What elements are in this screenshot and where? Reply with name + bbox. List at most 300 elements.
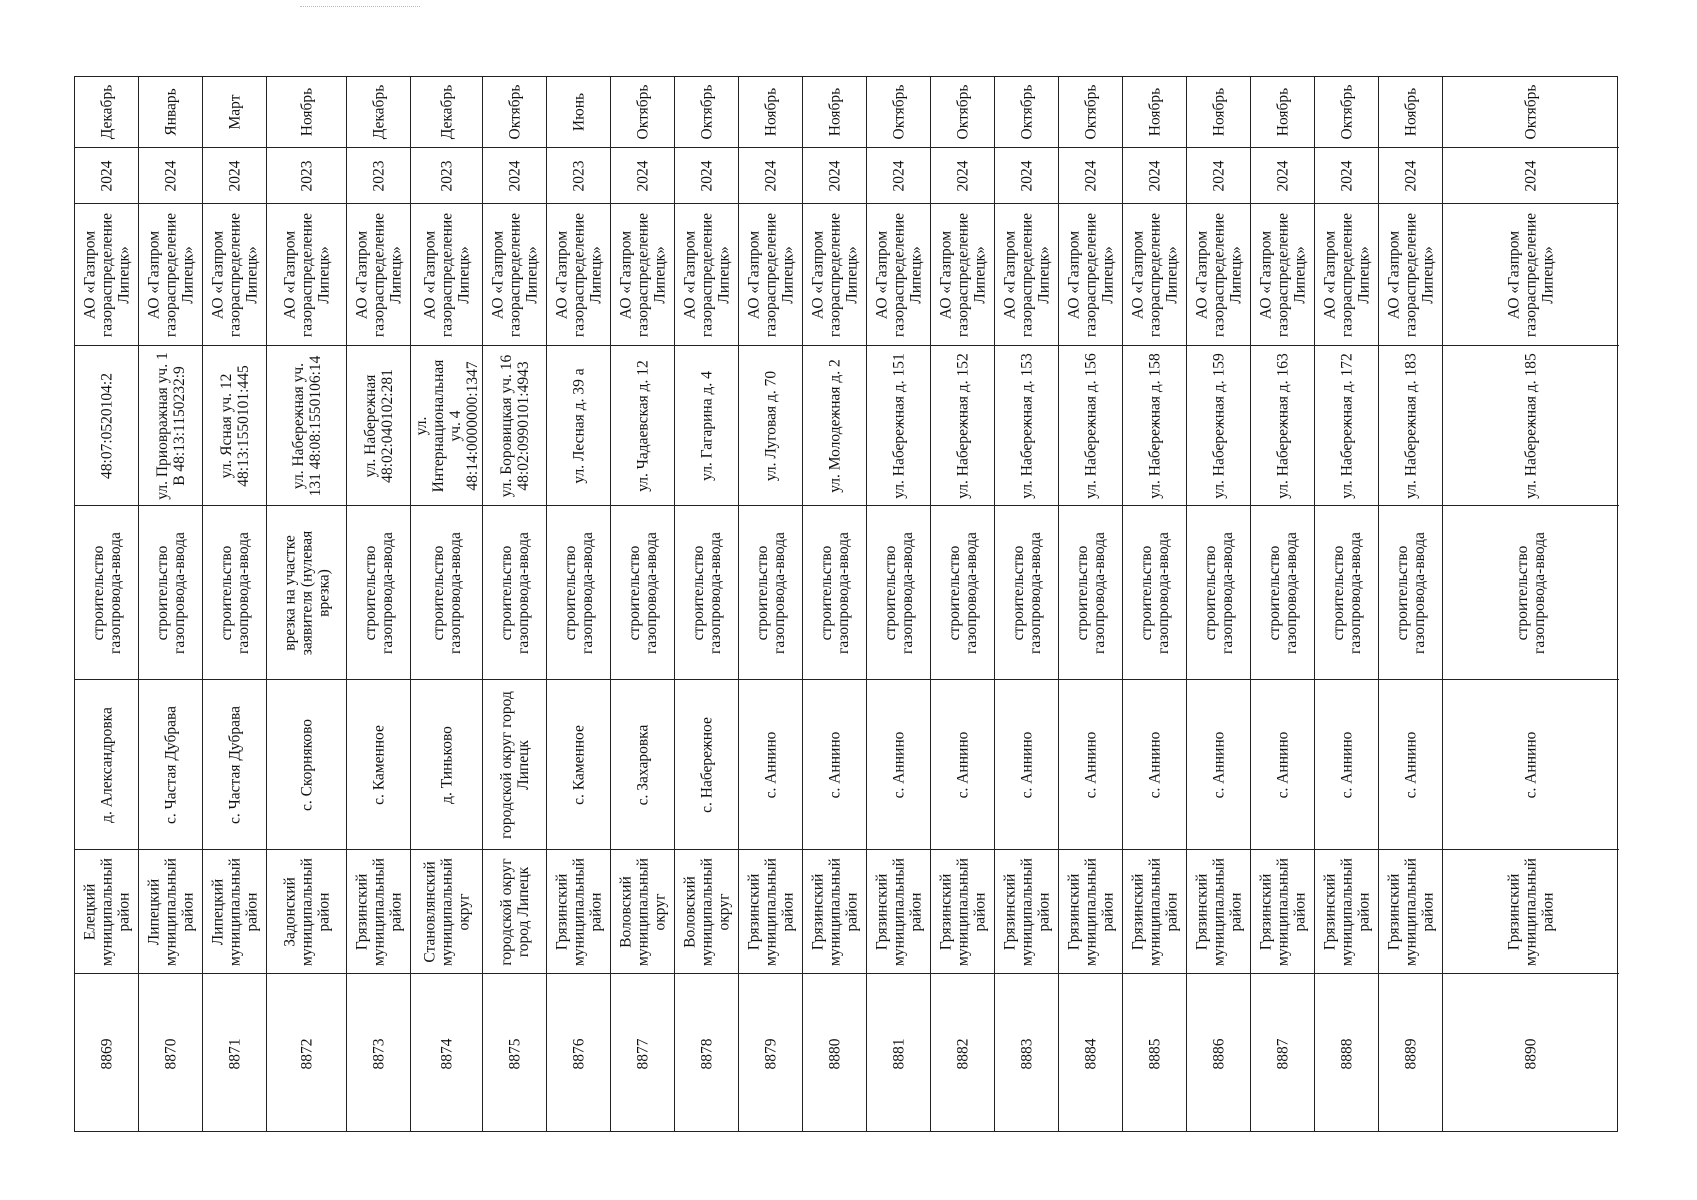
month-text: Декабрь — [438, 84, 455, 140]
org-text: АО «Газпром газораспределение Липецк» — [145, 212, 196, 337]
table-row — [1123, 77, 1187, 1131]
cell-month — [1059, 77, 1122, 147]
cell-num — [483, 973, 546, 1133]
locality-text: с. Аннино — [1146, 731, 1163, 798]
locality-text: с. Аннино — [1522, 731, 1540, 798]
cell-org — [203, 203, 266, 345]
org-text: АО «Газпром газораспределение Липецк» — [553, 212, 604, 337]
year-text: 2024 — [634, 160, 651, 191]
cell-address — [867, 345, 930, 505]
year-text: 2024 — [1082, 160, 1099, 191]
cell-num — [611, 973, 674, 1133]
table-row — [1315, 77, 1379, 1131]
district-text: Грязинский муниципальный район — [353, 857, 404, 966]
district-text: Грязинский муниципальный район — [1505, 857, 1557, 966]
cell-month — [867, 77, 930, 147]
cell-locality — [1251, 679, 1314, 849]
cell-org — [1123, 203, 1186, 345]
num-text: 8884 — [1082, 1038, 1099, 1069]
cell-year — [1251, 147, 1314, 203]
cell-num — [139, 973, 202, 1133]
org-text: АО «Газпром газораспределение Липецк» — [489, 212, 540, 337]
cell-work — [203, 505, 266, 679]
district-text: Грязинский муниципальный район — [1129, 857, 1180, 966]
cell-work — [547, 505, 610, 679]
month-text: Октябрь — [506, 84, 523, 140]
cell-address — [483, 345, 546, 505]
cell-work — [739, 505, 802, 679]
district-text: Грязинский муниципальный район — [1385, 857, 1436, 966]
cell-num — [803, 973, 866, 1133]
table-row — [931, 77, 995, 1131]
work-text: строительство газопровода-ввода — [153, 531, 188, 654]
cell-org — [1059, 203, 1122, 345]
district-text: Становлянский муниципальный округ — [421, 857, 472, 966]
cell-locality — [611, 679, 674, 849]
work-text: строительство газопровода-ввода — [625, 531, 660, 654]
district-text: Грязинский муниципальный район — [1257, 857, 1308, 966]
scan-artifact — [300, 6, 420, 9]
locality-text: д. Александровка — [98, 706, 115, 823]
cell-district — [203, 849, 266, 973]
num-text: 8874 — [438, 1038, 455, 1069]
cell-month — [411, 77, 482, 147]
num-text: 8871 — [226, 1038, 243, 1069]
table-row — [267, 77, 347, 1131]
address-text: 48:07:0520104:2 — [98, 372, 115, 479]
address-text: ул. Набережная д. 156 — [1082, 352, 1099, 499]
cell-work — [267, 505, 346, 679]
cell-year — [611, 147, 674, 203]
cell-year — [547, 147, 610, 203]
address-text: ул. Лесная д. 39 а — [570, 367, 587, 484]
cell-address — [739, 345, 802, 505]
cell-month — [1315, 77, 1378, 147]
cell-num — [547, 973, 610, 1133]
cell-num — [75, 973, 138, 1133]
address-text: ул. Гагарина д. 4 — [698, 370, 715, 481]
work-text: строительство газопровода-ввода — [217, 531, 252, 654]
cell-locality — [267, 679, 346, 849]
year-text: 2024 — [1522, 160, 1540, 191]
cell-year — [1443, 147, 1619, 203]
table-row — [547, 77, 611, 1131]
cell-month — [203, 77, 266, 147]
cell-org — [347, 203, 410, 345]
cell-work — [931, 505, 994, 679]
cell-locality — [1443, 679, 1619, 849]
locality-text: с. Аннино — [1082, 731, 1099, 798]
cell-work — [347, 505, 410, 679]
cell-num — [739, 973, 802, 1133]
table-row — [203, 77, 267, 1131]
work-text: строительство газопровода-ввода — [1201, 531, 1236, 654]
cell-year — [347, 147, 410, 203]
cell-address — [1443, 345, 1619, 505]
address-text: ул. Чадаевская д. 12 — [634, 359, 651, 492]
cell-locality — [203, 679, 266, 849]
locality-text: с. Аннино — [826, 731, 843, 798]
address-text: ул. Набережная д. 183 — [1402, 352, 1419, 499]
num-text: 8883 — [1018, 1038, 1035, 1069]
org-text: АО «Газпром газораспределение Липецк» — [1321, 212, 1372, 337]
org-text: АО «Газпром газораспределение Липецк» — [281, 212, 332, 337]
year-text: 2024 — [1402, 160, 1419, 191]
month-text: Декабрь — [98, 84, 115, 140]
address-text: ул. Боровицкая уч. 16 48:02:0990101:4943 — [497, 354, 532, 497]
locality-text: с. Каменное — [370, 724, 387, 805]
cell-num — [203, 973, 266, 1133]
table-row — [739, 77, 803, 1131]
cell-address — [611, 345, 674, 505]
table-row — [1187, 77, 1251, 1131]
org-text: АО «Газпром газораспределение Липецк» — [1129, 212, 1180, 337]
cell-work — [1379, 505, 1442, 679]
cell-address — [75, 345, 138, 505]
cell-month — [1187, 77, 1250, 147]
cell-locality — [1123, 679, 1186, 849]
work-text: строительство газопровода-ввода — [1137, 531, 1172, 654]
cell-num — [347, 973, 410, 1133]
cell-year — [803, 147, 866, 203]
org-text: АО «Газпром газораспределение Липецк» — [1001, 212, 1052, 337]
cell-locality — [139, 679, 202, 849]
num-text: 8873 — [370, 1038, 387, 1069]
district-text: Воловский муниципальный округ — [617, 857, 668, 966]
num-text: 8875 — [506, 1038, 523, 1069]
cell-num — [675, 973, 738, 1133]
table-row — [411, 77, 483, 1131]
locality-text: с. Скорняково — [298, 718, 315, 811]
district-text: Грязинский муниципальный район — [809, 857, 860, 966]
cell-locality — [995, 679, 1058, 849]
month-text: Январь — [162, 88, 179, 136]
year-text: 2023 — [438, 160, 455, 191]
org-text: АО «Газпром газораспределение Липецк» — [809, 212, 860, 337]
cell-org — [483, 203, 546, 345]
address-text: ул. Луговая д. 70 — [762, 370, 779, 481]
org-text: АО «Газпром газораспределение Липецк» — [1385, 212, 1436, 337]
work-text: строительство газопровода-ввода — [1073, 531, 1108, 654]
org-text: АО «Газпром газораспределение Липецк» — [1193, 212, 1244, 337]
address-text: ул. Ясная уч. 12 48:13:1550101:445 — [217, 364, 252, 487]
cell-org — [995, 203, 1058, 345]
month-text: Октябрь — [1522, 84, 1540, 140]
table-row — [1443, 77, 1619, 1131]
cell-district — [547, 849, 610, 973]
cell-work — [483, 505, 546, 679]
org-text: АО «Газпром газораспределение Липецк» — [1065, 212, 1116, 337]
district-text: Грязинский муниципальный район — [937, 857, 988, 966]
cell-num — [267, 973, 346, 1133]
district-text: Грязинский муниципальный район — [553, 857, 604, 966]
cell-district — [739, 849, 802, 973]
district-text: Воловский муниципальный округ — [681, 857, 732, 966]
cell-num — [1059, 973, 1122, 1133]
cell-locality — [803, 679, 866, 849]
locality-text: с. Каменное — [570, 724, 587, 805]
address-text: ул. Набережная 48:02:040102:281 — [361, 368, 396, 483]
cell-org — [75, 203, 138, 345]
year-text: 2024 — [890, 160, 907, 191]
cell-locality — [867, 679, 930, 849]
year-text: 2024 — [226, 160, 243, 191]
cell-month — [139, 77, 202, 147]
work-text: строительство газопровода-ввода — [881, 531, 916, 654]
records-table — [74, 76, 1618, 1132]
num-text: 8877 — [634, 1038, 651, 1069]
month-text: Ноябрь — [762, 87, 779, 137]
num-text: 8876 — [570, 1038, 587, 1069]
num-text: 8882 — [954, 1038, 971, 1069]
locality-text: с. Аннино — [890, 731, 907, 798]
org-text: АО «Газпром газораспределение Липецк» — [617, 212, 668, 337]
month-text: Ноябрь — [1402, 87, 1419, 137]
cell-locality — [483, 679, 546, 849]
cell-year — [739, 147, 802, 203]
year-text: 2024 — [1146, 160, 1163, 191]
num-text: 8878 — [698, 1038, 715, 1069]
cell-org — [675, 203, 738, 345]
cell-district — [1059, 849, 1122, 973]
num-text: 8870 — [162, 1038, 179, 1069]
address-text: ул. Приовражная уч. 1 В 48:13:1150232:9 — [153, 351, 188, 500]
month-text: Октябрь — [954, 84, 971, 140]
month-text: Ноябрь — [826, 87, 843, 137]
table-row — [675, 77, 739, 1131]
org-text: АО «Газпром газораспределение Липецк» — [1257, 212, 1308, 337]
table-row — [611, 77, 675, 1131]
cell-year — [139, 147, 202, 203]
cell-year — [203, 147, 266, 203]
cell-month — [267, 77, 346, 147]
cell-district — [75, 849, 138, 973]
table-row — [803, 77, 867, 1131]
cell-org — [931, 203, 994, 345]
district-text: Задонский муниципальный район — [281, 857, 332, 966]
address-text: ул. Интернациональная уч. 4 48:14:0000000:1347 — [412, 359, 481, 492]
cell-locality — [547, 679, 610, 849]
cell-year — [1059, 147, 1122, 203]
org-text: АО «Газпром газораспределение Липецк» — [353, 212, 404, 337]
locality-text: городской округ город Липецк — [497, 690, 532, 839]
cell-address — [1059, 345, 1122, 505]
cell-district — [803, 849, 866, 973]
cell-year — [995, 147, 1058, 203]
cell-org — [1187, 203, 1250, 345]
year-text: 2023 — [298, 160, 315, 191]
cell-work — [1251, 505, 1314, 679]
cell-work — [411, 505, 482, 679]
year-text: 2024 — [698, 160, 715, 191]
cell-work — [867, 505, 930, 679]
work-text: строительство газопровода-ввода — [89, 531, 124, 654]
year-text: 2024 — [98, 160, 115, 191]
cell-work — [611, 505, 674, 679]
cell-locality — [1379, 679, 1442, 849]
num-text: 8872 — [298, 1038, 315, 1069]
year-text: 2024 — [1210, 160, 1227, 191]
locality-text: с. Набережное — [698, 716, 715, 813]
org-text: АО «Газпром газораспределение Липецк» — [937, 212, 988, 337]
cell-locality — [347, 679, 410, 849]
cell-org — [547, 203, 610, 345]
cell-work — [1123, 505, 1186, 679]
cell-year — [1187, 147, 1250, 203]
month-text: Июнь — [570, 92, 587, 132]
cell-month — [547, 77, 610, 147]
org-text: АО «Газпром газораспределение Липецк» — [81, 212, 132, 337]
district-text: Грязинский муниципальный район — [873, 857, 924, 966]
locality-text: с. Аннино — [1338, 731, 1355, 798]
num-text: 8885 — [1146, 1038, 1163, 1069]
work-text: строительство газопровода-ввода — [1329, 531, 1364, 654]
locality-text: с. Аннино — [1210, 731, 1227, 798]
work-text: врезка на участке заявителя (нулевая врезка) — [281, 530, 332, 655]
district-text: Грязинский муниципальный район — [1193, 857, 1244, 966]
year-text: 2024 — [1274, 160, 1291, 191]
work-text: строительство газопровода-ввода — [1393, 531, 1428, 654]
org-text: АО «Газпром газораспределение Липецк» — [681, 212, 732, 337]
address-text: ул. Набережная д. 163 — [1274, 352, 1291, 499]
num-text: 8888 — [1338, 1038, 1355, 1069]
year-text: 2024 — [162, 160, 179, 191]
cell-district — [611, 849, 674, 973]
cell-district — [867, 849, 930, 973]
cell-locality — [411, 679, 482, 849]
cell-org — [1379, 203, 1442, 345]
cell-district — [347, 849, 410, 973]
cell-num — [1379, 973, 1442, 1133]
month-text: Октябрь — [1338, 84, 1355, 140]
work-text: строительство газопровода-ввода — [561, 531, 596, 654]
locality-text: с. Аннино — [954, 731, 971, 798]
cell-num — [1123, 973, 1186, 1133]
locality-text: с. Аннино — [762, 731, 779, 798]
cell-year — [1379, 147, 1442, 203]
cell-work — [803, 505, 866, 679]
cell-month — [483, 77, 546, 147]
address-text: ул. Набережная д. 159 — [1210, 352, 1227, 499]
locality-text: д. Тиньково — [438, 725, 455, 804]
cell-address — [1379, 345, 1442, 505]
num-text: 8879 — [762, 1038, 779, 1069]
cell-org — [1315, 203, 1378, 345]
cell-work — [675, 505, 738, 679]
cell-district — [1187, 849, 1250, 973]
cell-address — [1315, 345, 1378, 505]
cell-district — [675, 849, 738, 973]
year-text: 2023 — [370, 160, 387, 191]
cell-district — [1251, 849, 1314, 973]
locality-text: с. Захаровка — [634, 724, 651, 805]
num-text: 8880 — [826, 1038, 843, 1069]
work-text: строительство газопровода-ввода — [689, 531, 724, 654]
cell-work — [75, 505, 138, 679]
cell-org — [1443, 203, 1619, 345]
work-text: строительство газопровода-ввода — [945, 531, 980, 654]
table-row — [1251, 77, 1315, 1131]
district-text: Липецкий муниципальный район — [209, 857, 260, 966]
cell-address — [411, 345, 482, 505]
year-text: 2024 — [954, 160, 971, 191]
cell-address — [803, 345, 866, 505]
address-text: ул. Набережная д. 151 — [890, 352, 907, 499]
cell-address — [675, 345, 738, 505]
address-text: ул. Набережная д. 152 — [954, 352, 971, 499]
cell-work — [1443, 505, 1619, 679]
cell-address — [267, 345, 346, 505]
cell-num — [1251, 973, 1314, 1133]
num-text: 8889 — [1402, 1038, 1419, 1069]
work-text: строительство газопровода-ввода — [1009, 531, 1044, 654]
cell-locality — [931, 679, 994, 849]
cell-num — [867, 973, 930, 1133]
locality-text: с. Аннино — [1018, 731, 1035, 798]
cell-month — [739, 77, 802, 147]
cell-locality — [675, 679, 738, 849]
cell-work — [1315, 505, 1378, 679]
cell-district — [483, 849, 546, 973]
year-text: 2024 — [506, 160, 523, 191]
table-row — [75, 77, 139, 1131]
cell-org — [139, 203, 202, 345]
cell-address — [203, 345, 266, 505]
num-text: 8890 — [1522, 1038, 1540, 1069]
cell-year — [411, 147, 482, 203]
district-text: Грязинский муниципальный район — [1065, 857, 1116, 966]
cell-address — [1187, 345, 1250, 505]
work-text: строительство газопровода-ввода — [361, 531, 396, 654]
address-text: ул. Молодежная д. 2 — [826, 358, 843, 493]
cell-month — [1123, 77, 1186, 147]
cell-month — [1443, 77, 1619, 147]
locality-text: с. Аннино — [1274, 731, 1291, 798]
cell-work — [139, 505, 202, 679]
cell-address — [347, 345, 410, 505]
cell-year — [1315, 147, 1378, 203]
cell-org — [411, 203, 482, 345]
cell-year — [75, 147, 138, 203]
cell-num — [995, 973, 1058, 1133]
month-text: Октябрь — [1018, 84, 1035, 140]
num-text: 8881 — [890, 1038, 907, 1069]
year-text: 2024 — [1018, 160, 1035, 191]
cell-year — [867, 147, 930, 203]
cell-work — [1059, 505, 1122, 679]
year-text: 2024 — [762, 160, 779, 191]
cell-address — [931, 345, 994, 505]
cell-locality — [75, 679, 138, 849]
year-text: 2024 — [1338, 160, 1355, 191]
address-text: ул. Набережная д. 158 — [1146, 352, 1163, 499]
work-text: строительство газопровода-ввода — [1265, 531, 1300, 654]
cell-address — [547, 345, 610, 505]
cell-address — [1123, 345, 1186, 505]
cell-month — [1251, 77, 1314, 147]
district-text: Грязинский муниципальный район — [1321, 857, 1372, 966]
locality-text: с. Частая Дубрава — [162, 705, 179, 824]
cell-district — [995, 849, 1058, 973]
cell-num — [411, 973, 482, 1133]
table-row — [347, 77, 411, 1131]
table-row — [483, 77, 547, 1131]
num-text: 8869 — [98, 1038, 115, 1069]
cell-org — [611, 203, 674, 345]
address-text: ул. Набережная д. 185 — [1522, 352, 1540, 499]
org-text: АО «Газпром газораспределение Липецк» — [1505, 212, 1557, 337]
cell-year — [675, 147, 738, 203]
